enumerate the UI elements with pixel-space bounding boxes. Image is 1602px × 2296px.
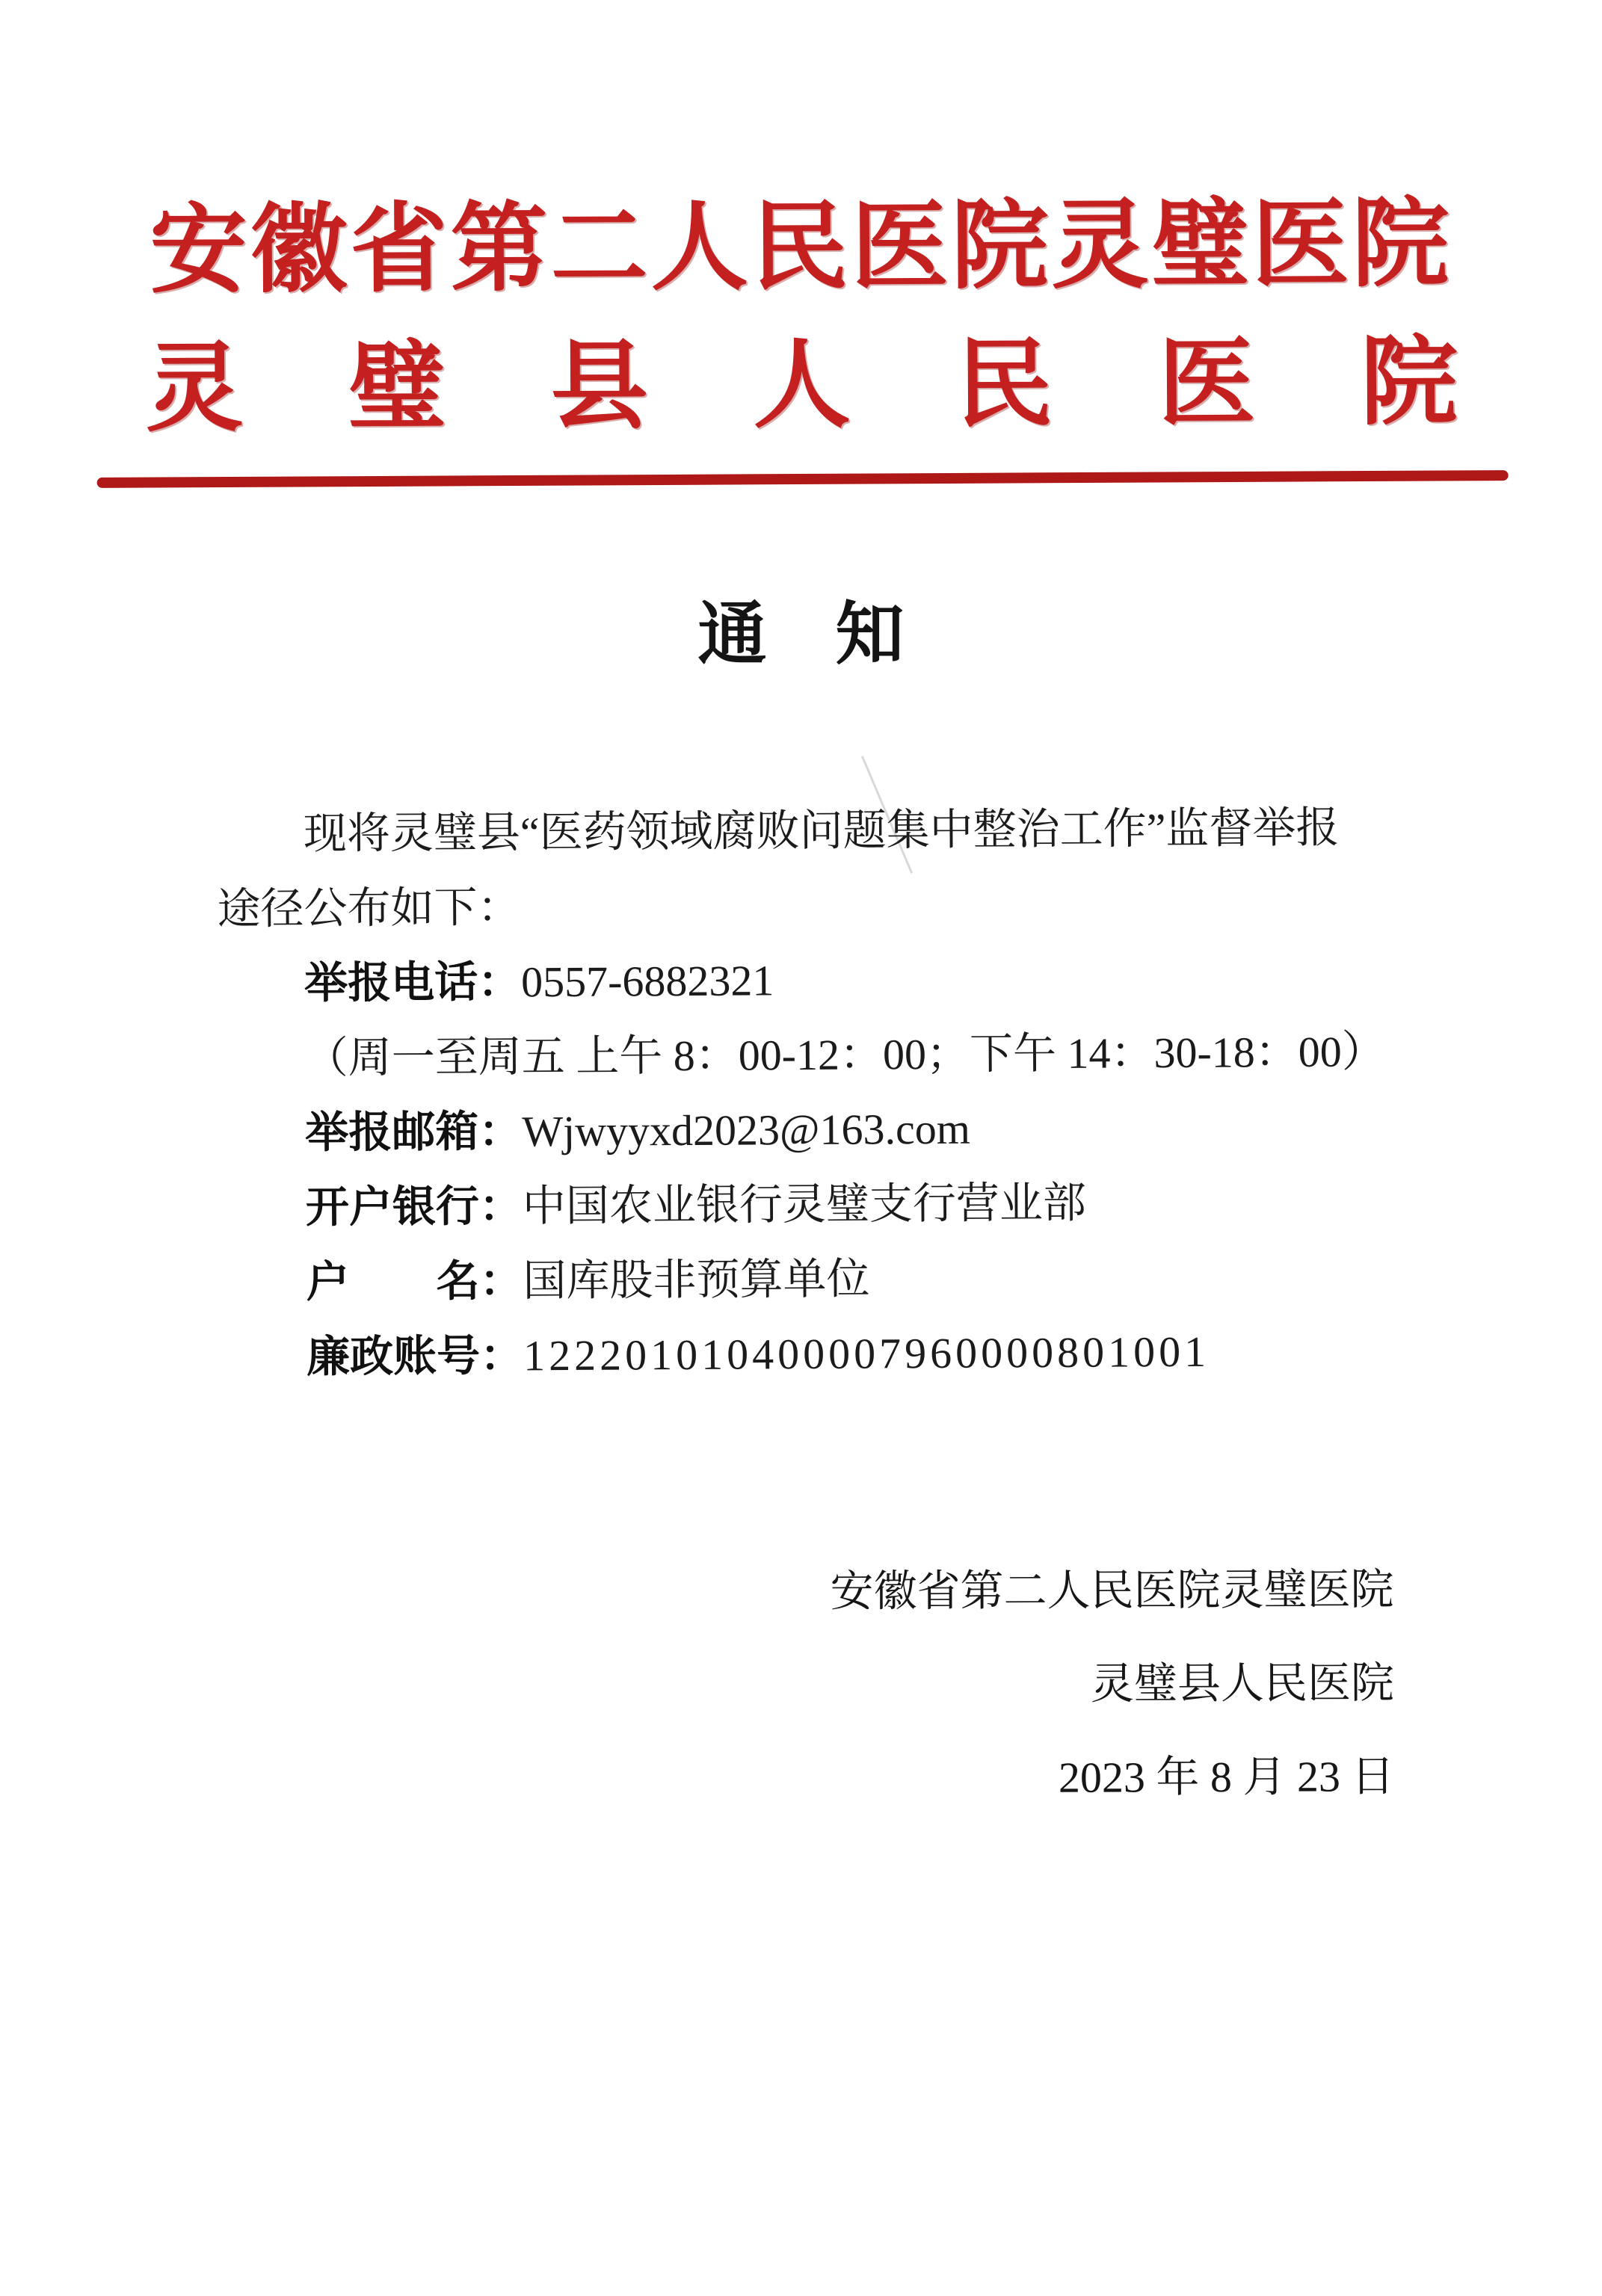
intro-line-1: 现将灵璧县“医药领域腐败问题集中整治工作”监督举报 (303, 803, 1340, 859)
signer-line-2: 灵璧县人民医院 (1090, 1658, 1395, 1709)
report-phone-value: 0557-6882321 (520, 956, 774, 1007)
report-email-label: 举报邮箱： (305, 1107, 523, 1158)
signer-line-1: 安徽省第二人民医院灵璧医院 (830, 1565, 1394, 1616)
letterhead (0, 0, 1602, 489)
signature-block (0, 1542, 1602, 1827)
account-name-label: 户 名： (306, 1256, 523, 1307)
notice-body (217, 790, 1402, 1395)
bank-label: 开户银行： (305, 1182, 523, 1232)
detail-row-account-name (219, 1238, 1402, 1321)
notice-content (0, 593, 1602, 1825)
detail-row-report-phone (218, 939, 1400, 1022)
letterhead-hospital-name-primary: 安徽省第二人民医院灵璧医院 (150, 191, 1452, 306)
account-number-label: 廉政账号： (306, 1331, 524, 1382)
intro-line-2: 途径公布如下： (217, 883, 521, 933)
letterhead-red-rule (96, 470, 1508, 488)
account-name-value: 国库股非预算单位 (523, 1254, 870, 1306)
letterhead-hospital-name-secondary: 灵 璧 县 人 民 医 院 (145, 329, 1458, 444)
detail-row-office-hours (218, 1014, 1400, 1096)
signature-date: 2023 年 8 月 23 日 (1058, 1752, 1395, 1802)
report-phone-label: 举报电话： (304, 957, 522, 1008)
document-title: 通 知 (697, 596, 905, 673)
detail-row-account-number (220, 1313, 1402, 1395)
bank-value: 中国农业银行灵璧支行营业部 (522, 1178, 1087, 1231)
detail-row-bank (219, 1164, 1402, 1246)
account-number-value: 122201010400007960000801001 (523, 1327, 1210, 1380)
office-hours-value: （周一至周五 上午 8：00-12：00；下午 14：30-18：00） (304, 1027, 1386, 1083)
report-email-value: Wjwyyxd2023@163.com (522, 1104, 971, 1156)
detail-row-report-email (218, 1089, 1401, 1171)
